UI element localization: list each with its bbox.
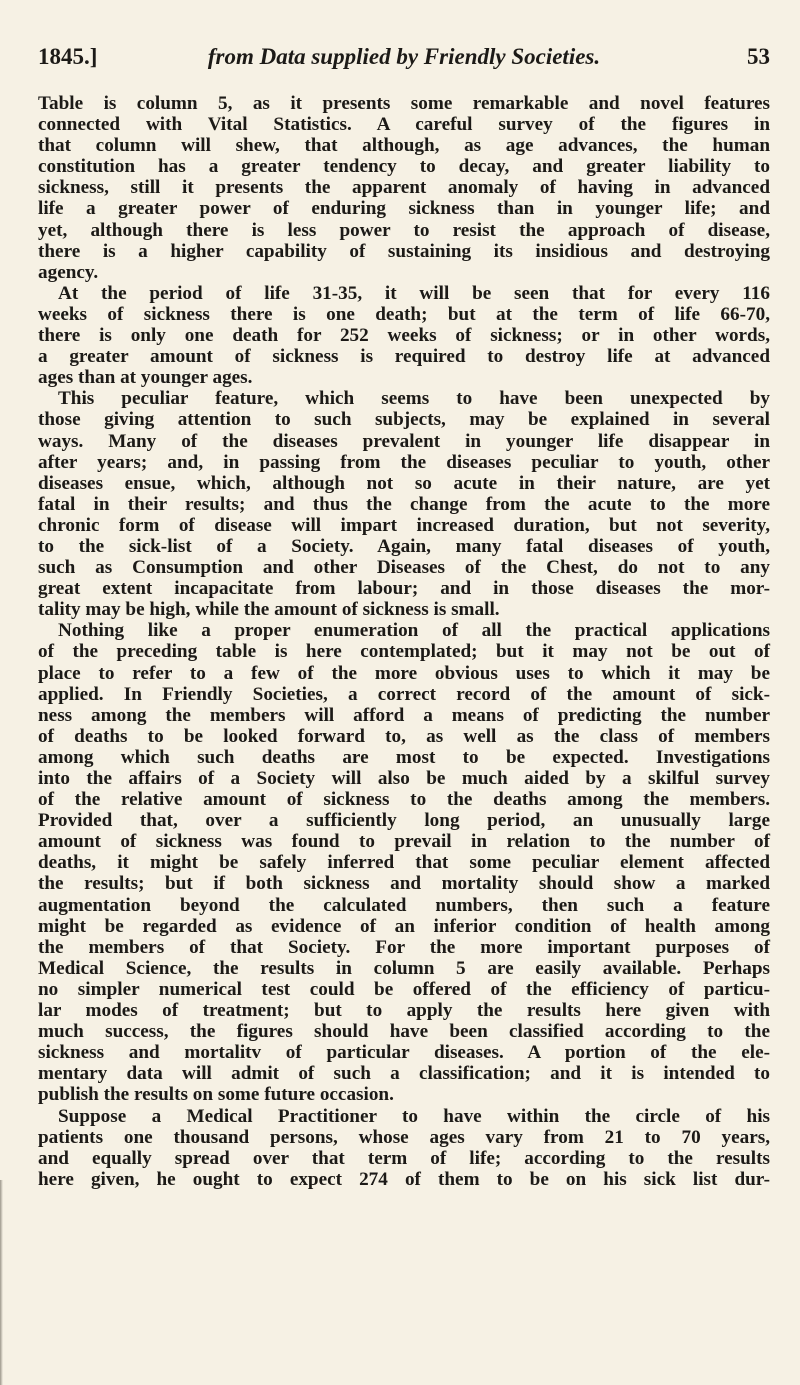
text-line: Provided that, over a sufficiently long period, an unusually large	[38, 810, 770, 832]
body-text	[38, 93, 770, 1190]
text-line: there is only one death for 252 weeks of sickness; or in other words,	[38, 325, 770, 347]
text-line: agency.	[38, 261, 99, 283]
text-line: lar modes of treatment; but to apply the results here given with	[38, 1000, 770, 1022]
text-line: here given, he ought to expect 274 of them to be on his sick list dur-	[38, 1168, 770, 1190]
text-line: tality may be high, while the amount of sickness is small.	[38, 599, 500, 621]
text-line: Medical Science, the results in column 5 are easily available. Perhaps	[38, 957, 770, 979]
text-line: applied. In Friendly Societies, a correct record of the amount of sick-	[38, 683, 770, 705]
text-line: of the relative amount of sickness to the deaths among the members.	[38, 789, 770, 811]
paragraph-start-line: At the period of life 31-35, it will be seen that for every 116	[58, 282, 770, 304]
text-line: Table is column 5, as it presents some remarkable and novel features	[38, 93, 770, 114]
text-line: those giving attention to such subjects, may be explained in several	[38, 409, 770, 431]
text-line: such as Consumption and other Diseases of the Chest, do not to any	[38, 557, 770, 579]
text-line: of deaths to be looked forward to, as well as the class of members	[38, 725, 770, 747]
paragraph-start-line: Nothing like a proper enumeration of all the practical applications	[58, 620, 770, 642]
text-line: ages than at younger ages.	[38, 367, 253, 389]
page-number: 53	[747, 44, 770, 69]
text-line: augmentation beyond the calculated numbers, then such a feature	[38, 894, 770, 916]
text-line: deaths, it might be safely inferred that some peculiar element affected	[38, 852, 770, 874]
text-line: after years; and, in passing from the diseases peculiar to youth, other	[38, 451, 770, 473]
text-line: that column will shew, that although, as age advances, the human	[38, 135, 770, 157]
text-line: patients one thousand persons, whose ages vary from 21 to 70 years,	[38, 1126, 770, 1148]
text-line: constitution has a greater tendency to decay, and greater liability to	[38, 156, 770, 178]
text-line: sickness, still it presents the apparent anomaly of having in advanced	[38, 177, 770, 199]
text-line: sickness and mortalitv of particular diseases. A portion of the ele-	[38, 1042, 770, 1064]
paragraph-start-line: This peculiar feature, which seems to have been unexpected by	[58, 388, 770, 410]
text-line: there is a higher capability of sustaining its insidious and destroying	[38, 240, 770, 262]
text-line: connected with Vital Statistics. A careful survey of the figures in	[38, 114, 770, 136]
text-line: the members of that Society. For the more important purposes of	[38, 936, 770, 958]
text-line: chronic form of disease will impart increased duration, but not severity,	[38, 514, 770, 536]
text-line: among which such deaths are most to be expected. Investigations	[38, 746, 770, 768]
text-line: diseases ensue, which, although not so acute in their nature, are yet	[38, 472, 770, 494]
header-title: from Data supplied by Friendly Societies.	[207, 44, 601, 69]
text-line: into the affairs of a Society will also be much aided by a skilful survey	[38, 768, 770, 789]
text-line: amount of sickness was found to prevail in relation to the number of	[38, 831, 770, 853]
text-line: of the preceding table is here contemplated; but it may not be out of	[38, 641, 770, 663]
text-line: weeks of sickness there is one death; but at the term of life 66-70,	[38, 303, 770, 325]
text-line: a greater amount of sickness is required to destroy life at advanced	[38, 346, 770, 368]
page-edge-shadow	[0, 1180, 3, 1385]
text-line: life a greater power of enduring sickness than in younger life; and	[38, 198, 770, 220]
text-line: to the sick-list of a Society. Again, many fatal diseases of youth,	[38, 535, 770, 557]
text-line: no simpler numerical test could be offered of the efficiency of particu-	[38, 978, 770, 1000]
paragraph-start-line: Suppose a Medical Practitioner to have within the circle of his	[58, 1105, 770, 1127]
header-year: 1845.]	[38, 44, 98, 69]
running-header	[38, 44, 770, 78]
text-line: might be regarded as evidence of an inferior condition of health among	[38, 915, 770, 937]
text-line: the results; but if both sickness and mortality should show a marked	[38, 873, 770, 895]
text-line: publish the results on some future occasion.	[38, 1084, 394, 1106]
text-line: ness among the members will afford a means of predicting the number	[38, 704, 770, 726]
text-line: fatal in their results; and thus the change from the acute to the more	[38, 493, 770, 515]
text-line: much success, the figures should have been classified according to the	[38, 1021, 770, 1043]
text-line: mentary data will admit of such a classification; and it is intended to	[38, 1063, 770, 1085]
text-line: and equally spread over that term of life; according to the results	[38, 1147, 770, 1169]
text-line: ways. Many of the diseases prevalent in younger life disappear in	[38, 430, 770, 452]
text-line: yet, although there is less power to resist the approach of disease,	[38, 219, 770, 241]
text-line: place to refer to a few of the more obvious uses to which it may be	[38, 662, 770, 684]
text-line: great extent incapacitate from labour; and in those diseases the mor-	[38, 578, 770, 600]
